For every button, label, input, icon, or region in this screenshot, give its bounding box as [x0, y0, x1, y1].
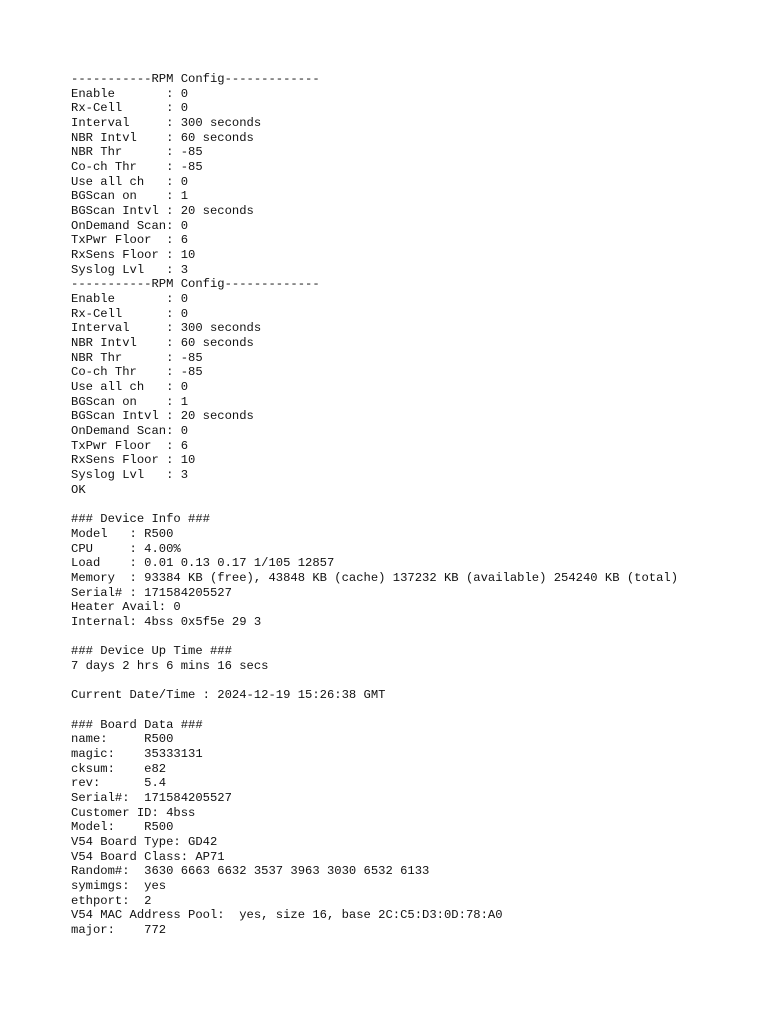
output-line: symimgs: yes: [71, 878, 167, 893]
output-line: 7 days 2 hrs 6 mins 16 secs: [71, 658, 269, 673]
config-heading: -----------RPM Config-------------: [71, 72, 320, 86]
blank-line: [71, 674, 678, 689]
output-line: RxSens Floor : 10: [71, 453, 196, 468]
output-line: Interval : 300 seconds: [71, 116, 262, 131]
output-line: V54 MAC Address Pool: yes, size 16, base 2C:C5:D3:0D:78:A0: [71, 908, 503, 923]
output-line: OnDemand Scan: 0: [71, 218, 189, 233]
output-line: BGScan on : 1: [71, 189, 189, 204]
output-line: TxPwr Floor : 6: [71, 233, 189, 248]
output-line: Rx-Cell : 0: [71, 101, 189, 116]
output-line: BGScan Intvl : 20 seconds: [71, 409, 254, 424]
output-line: V54 Board Type: GD42: [71, 834, 218, 849]
section-heading: ### Board Data ###: [71, 717, 203, 732]
output-line: Co-ch Thr : -85: [71, 365, 203, 380]
output-line: Customer ID: 4bss: [71, 805, 196, 820]
output-line: Model : R500: [71, 526, 174, 541]
output-line: NBR Intvl : 60 seconds: [71, 336, 254, 351]
output-line: Rx-Cell : 0: [71, 306, 189, 321]
output-line: Model: R500: [71, 820, 174, 835]
output-line: Memory : 93384 KB (free), 43848 KB (cache) 137232 KB (available) 254240 KB (total): [71, 570, 679, 585]
output-line: rev: 5.4: [71, 776, 167, 791]
output-line: BGScan on : 1: [71, 394, 189, 409]
blank-line: [71, 703, 678, 718]
output-line: NBR Thr : -85: [71, 145, 203, 160]
output-line: Enable : 0: [71, 86, 189, 101]
output-line: Use all ch : 0: [71, 174, 189, 189]
output-line: Serial# : 171584205527: [71, 585, 232, 600]
output-line: Heater Avail: 0: [71, 600, 181, 615]
output-line: Random#: 3630 6663 6632 3537 3963 3030 6532 6133: [71, 864, 430, 879]
output-line: name: R500: [71, 732, 174, 747]
output-line: CPU : 4.00%: [71, 541, 181, 556]
output-line: Syslog Lvl : 3: [71, 262, 189, 277]
output-line: magic: 35333131: [71, 746, 203, 761]
output-line: Enable : 0: [71, 292, 189, 307]
output-line: BGScan Intvl : 20 seconds: [71, 204, 254, 219]
output-line: TxPwr Floor : 6: [71, 438, 189, 453]
output-line: Syslog Lvl : 3: [71, 468, 189, 483]
output-line: OK: [71, 482, 86, 497]
section-heading: ### Device Up Time ###: [71, 644, 232, 659]
output-line: V54 Board Class: AP71: [71, 849, 225, 864]
output-line: Current Date/Time : 2024-12-19 15:26:38 GMT: [71, 688, 386, 703]
blank-line: [71, 497, 678, 512]
output-line: major: 772: [71, 922, 167, 937]
output-line: RxSens Floor : 10: [71, 248, 196, 263]
blank-line: [71, 630, 678, 645]
output-line: OnDemand Scan: 0: [71, 424, 189, 439]
terminal-output: [71, 72, 678, 938]
output-line: ethport: 2: [71, 893, 152, 908]
output-line: Serial#: 171584205527: [71, 790, 232, 805]
output-line: Use all ch : 0: [71, 380, 189, 395]
output-line: Load : 0.01 0.13 0.17 1/105 12857: [71, 556, 335, 571]
section-heading: ### Device Info ###: [71, 512, 210, 527]
output-line: Co-ch Thr : -85: [71, 160, 203, 175]
output-line: NBR Intvl : 60 seconds: [71, 130, 254, 145]
output-line: cksum: e82: [71, 761, 167, 776]
output-line: Internal: 4bss 0x5f5e 29 3: [71, 614, 262, 629]
config-heading: -----------RPM Config-------------: [71, 277, 320, 292]
output-line: NBR Thr : -85: [71, 350, 203, 365]
output-line: Interval : 300 seconds: [71, 321, 262, 336]
